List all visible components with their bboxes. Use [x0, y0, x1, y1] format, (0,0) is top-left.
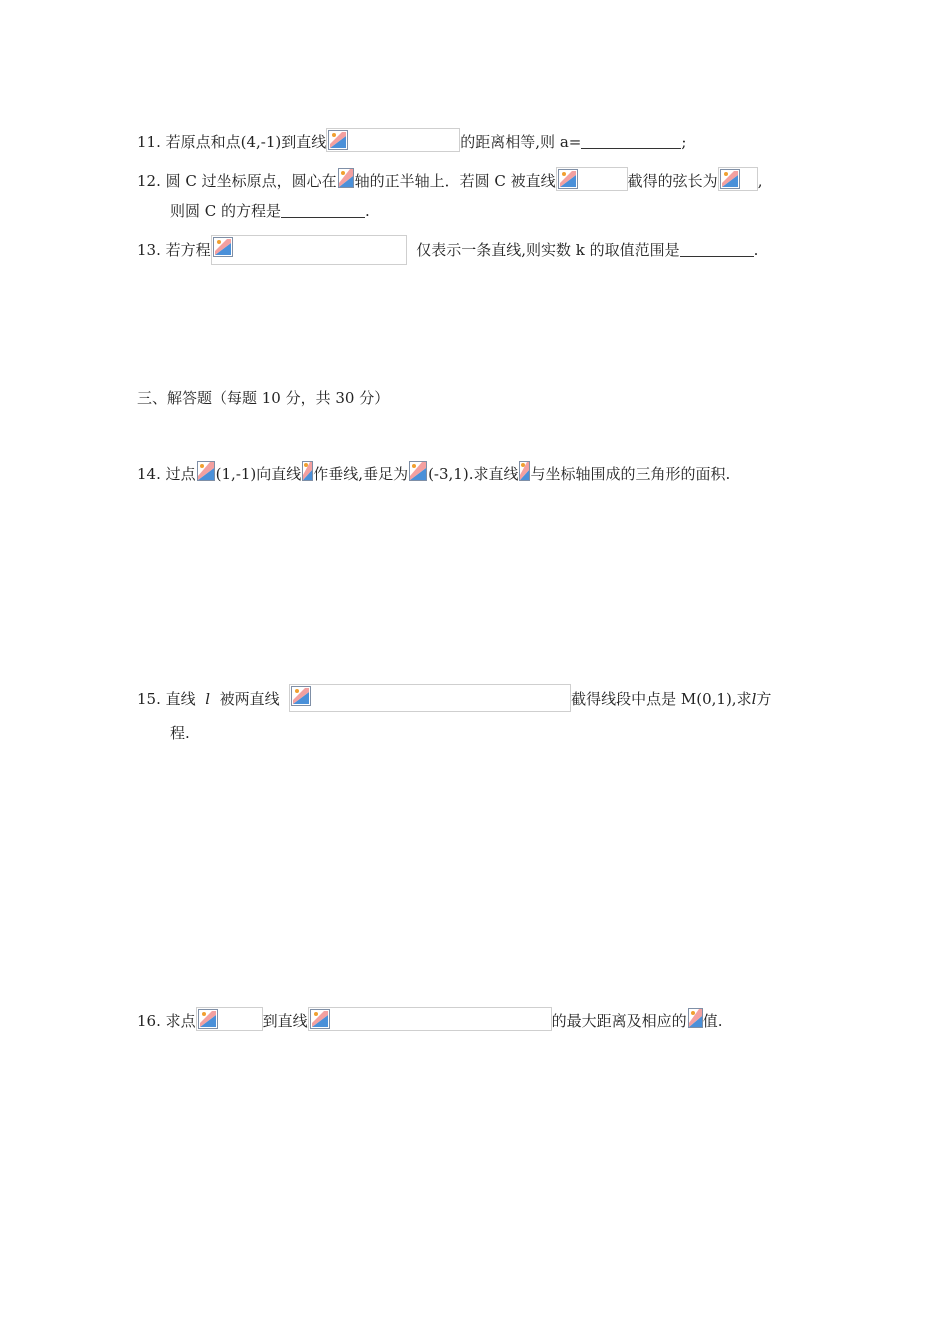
section-heading	[137, 387, 389, 409]
punctuation: ,	[757, 172, 763, 190]
question-number: 16.	[137, 1012, 161, 1030]
formula-image-icon	[408, 460, 428, 484]
answer-blank	[281, 201, 365, 218]
question-15-line2	[170, 722, 190, 744]
question-15	[137, 684, 771, 706]
formula-image-icon	[308, 1007, 552, 1031]
formula-image-icon	[196, 460, 216, 484]
question-text: 的最大距离及相应的	[551, 1012, 687, 1030]
formula-image-icon	[326, 128, 460, 152]
variable-l: l	[205, 690, 211, 708]
question-text: 截得的弦长为	[627, 172, 718, 190]
formula-image-icon	[556, 167, 628, 191]
question-text: 方	[756, 690, 772, 708]
question-text: 到直线	[262, 1012, 308, 1030]
question-text: 被两直线	[219, 690, 280, 708]
punctuation: .	[753, 241, 759, 259]
formula-image-icon	[337, 167, 355, 191]
question-text: 则圆 C 的方程是	[170, 202, 282, 220]
question-text: 若原点和点(4,-1)到直线	[165, 133, 327, 151]
question-text: 求点	[165, 1012, 196, 1030]
question-text: 作垂线,垂足为	[313, 465, 409, 483]
punctuation: ;	[681, 133, 687, 151]
question-text: (-3,1).求直线	[428, 465, 519, 483]
question-text: 过点	[165, 465, 196, 483]
formula-image-icon	[518, 460, 530, 484]
formula-image-icon	[289, 684, 571, 712]
formula-image-icon	[196, 1007, 263, 1031]
answer-blank	[680, 240, 754, 257]
formula-image-icon	[301, 460, 313, 484]
question-number: 12.	[137, 172, 161, 190]
question-text: 直线	[165, 690, 196, 708]
question-text: 与坐标轴围成的三角形的面积.	[530, 465, 731, 483]
question-16	[137, 1007, 722, 1029]
question-text: 仅表示一条直线,则实数 k 的取值范围是	[416, 241, 680, 259]
answer-blank	[581, 132, 681, 149]
formula-image-icon	[687, 1007, 703, 1031]
section-title: 三、解答题（每题 10 分，共 30 分）	[137, 389, 390, 407]
question-text: 截得线段中点是 M(0,1),求	[571, 690, 752, 708]
question-text: 若方程	[165, 241, 211, 259]
question-text: 的距离相等,则 a=	[460, 133, 582, 151]
question-12	[137, 167, 762, 189]
question-text: 程.	[170, 724, 190, 742]
question-14	[137, 460, 730, 482]
question-text: 圆 C 过坐标原点，圆心在	[165, 172, 337, 190]
question-13	[137, 235, 758, 257]
punctuation: .	[365, 202, 370, 220]
question-number: 13.	[137, 241, 161, 259]
formula-image-icon	[211, 235, 407, 265]
question-number: 15.	[137, 690, 161, 708]
question-12-line2	[170, 200, 370, 222]
question-text: 轴的正半轴上．若圆 C 被直线	[354, 172, 556, 190]
question-number: 11.	[137, 133, 161, 151]
question-text: (1,-1)向直线	[215, 465, 302, 483]
variable-l: l	[751, 690, 757, 708]
question-text: 值.	[702, 1012, 723, 1030]
question-number: 14.	[137, 465, 161, 483]
formula-image-icon	[718, 167, 758, 191]
question-11	[137, 128, 686, 150]
